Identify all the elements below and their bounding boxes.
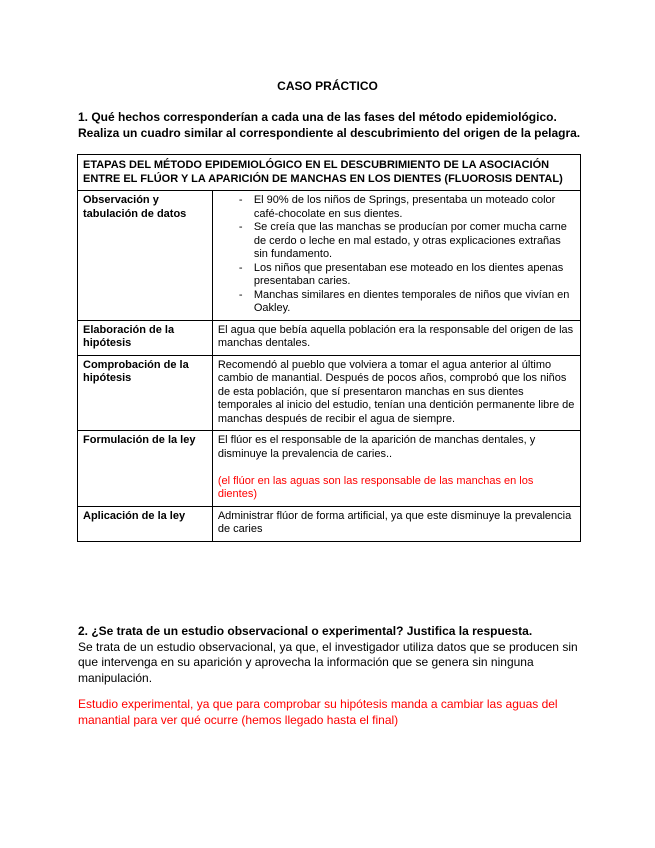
epidemiological-method-table — [77, 154, 581, 542]
list-item: - Manchas similares en dientes temporales de niños que vivían en Oakley. — [239, 289, 575, 316]
observation-list — [218, 194, 575, 316]
phase-text: El flúor es el responsable de la aparición de manchas dentales, y disminuye la prevalencia de caries.. — [217, 434, 536, 460]
table-row-formulacion — [78, 431, 581, 507]
table-header-row — [78, 155, 581, 191]
question-2-title: 2. ¿Se trata de un estudio observacional o experimental? Justifica la respuesta. — [78, 624, 533, 638]
phase-content: Administrar flúor de forma artificial, ya que este disminuye la prevalencia de caries — [212, 506, 580, 541]
table-header: ETAPAS DEL MÉTODO EPIDEMIOLÓGICO EN EL DESCUBRIMIENTO DE LA ASOCIACIÓN ENTRE EL FLÚOR Y LA APARICIÓN DE MANCHAS EN LOS DIENTES (FLUOROSIS DENTAL) — [78, 155, 581, 191]
page-title: CASO PRÁCTICO — [277, 79, 378, 93]
phase-content — [212, 431, 580, 507]
phase-label: Aplicación de la ley — [78, 506, 213, 541]
question-1-line-2: Realiza un cuadro similar al correspondiente al descubrimiento del origen de la pelagra. — [78, 125, 581, 140]
phase-label: Elaboración de la hipótesis — [78, 320, 213, 355]
correction-note: (el flúor en las aguas son las responsable de las manchas en los dientes) — [217, 474, 534, 500]
table-row-observacion — [78, 191, 581, 321]
list-item: - Los niños que presentaban ese moteado en los dientes apenas presentaban caries. — [239, 262, 575, 289]
phase-content: El agua que bebía aquella población era la responsable del origen de las manchas dentales. — [212, 320, 580, 355]
question-1 — [78, 110, 588, 141]
phase-label: Formulación de la ley — [78, 431, 213, 507]
phase-content — [212, 191, 580, 321]
table-row-comprobacion — [78, 355, 581, 431]
question-2-answer: Se trata de un estudio observacional, ya que, el investigador utiliza datos que se producen sin que intervenga en su aparición y aprovecha la información que se genera sin ninguna manipulación. — [78, 639, 578, 685]
phase-label: Comprobación de la hipótesis — [78, 355, 213, 431]
table-row-elaboracion — [78, 320, 581, 355]
question-1-line-1: 1. Qué hechos corresponderían a cada una de las fases del método epidemiológico. — [78, 110, 557, 124]
question-2-correction: Estudio experimental, ya que para comprobar su hipótesis manda a cambiar las aguas del manantial para ver qué ocurre (hemos llegado hasta el final) — [78, 697, 558, 727]
list-item: - El 90% de los niños de Springs, presentaba un moteado color café-chocolate en sus dientes. — [239, 194, 575, 221]
table-row-aplicacion — [78, 506, 581, 541]
list-item: - Se creía que las manchas se producían por comer mucha carne de cerdo o leche en mal estado, y otras explicaciones extrañas sin fundamento. — [239, 221, 575, 262]
phase-content: Recomendó al pueblo que volviera a tomar el agua anterior al último cambio de manantial. Después de pocos años, comprobó que los niños de esta población, que sí presentaron manchas en sus dientes temporales al inicio del estudio, tenían una dentición permanente libre de manchas después de recibir el agua de siempre. — [212, 355, 580, 431]
question-2 — [78, 624, 582, 728]
phase-label: Observación y tabulación de datos — [78, 191, 213, 321]
